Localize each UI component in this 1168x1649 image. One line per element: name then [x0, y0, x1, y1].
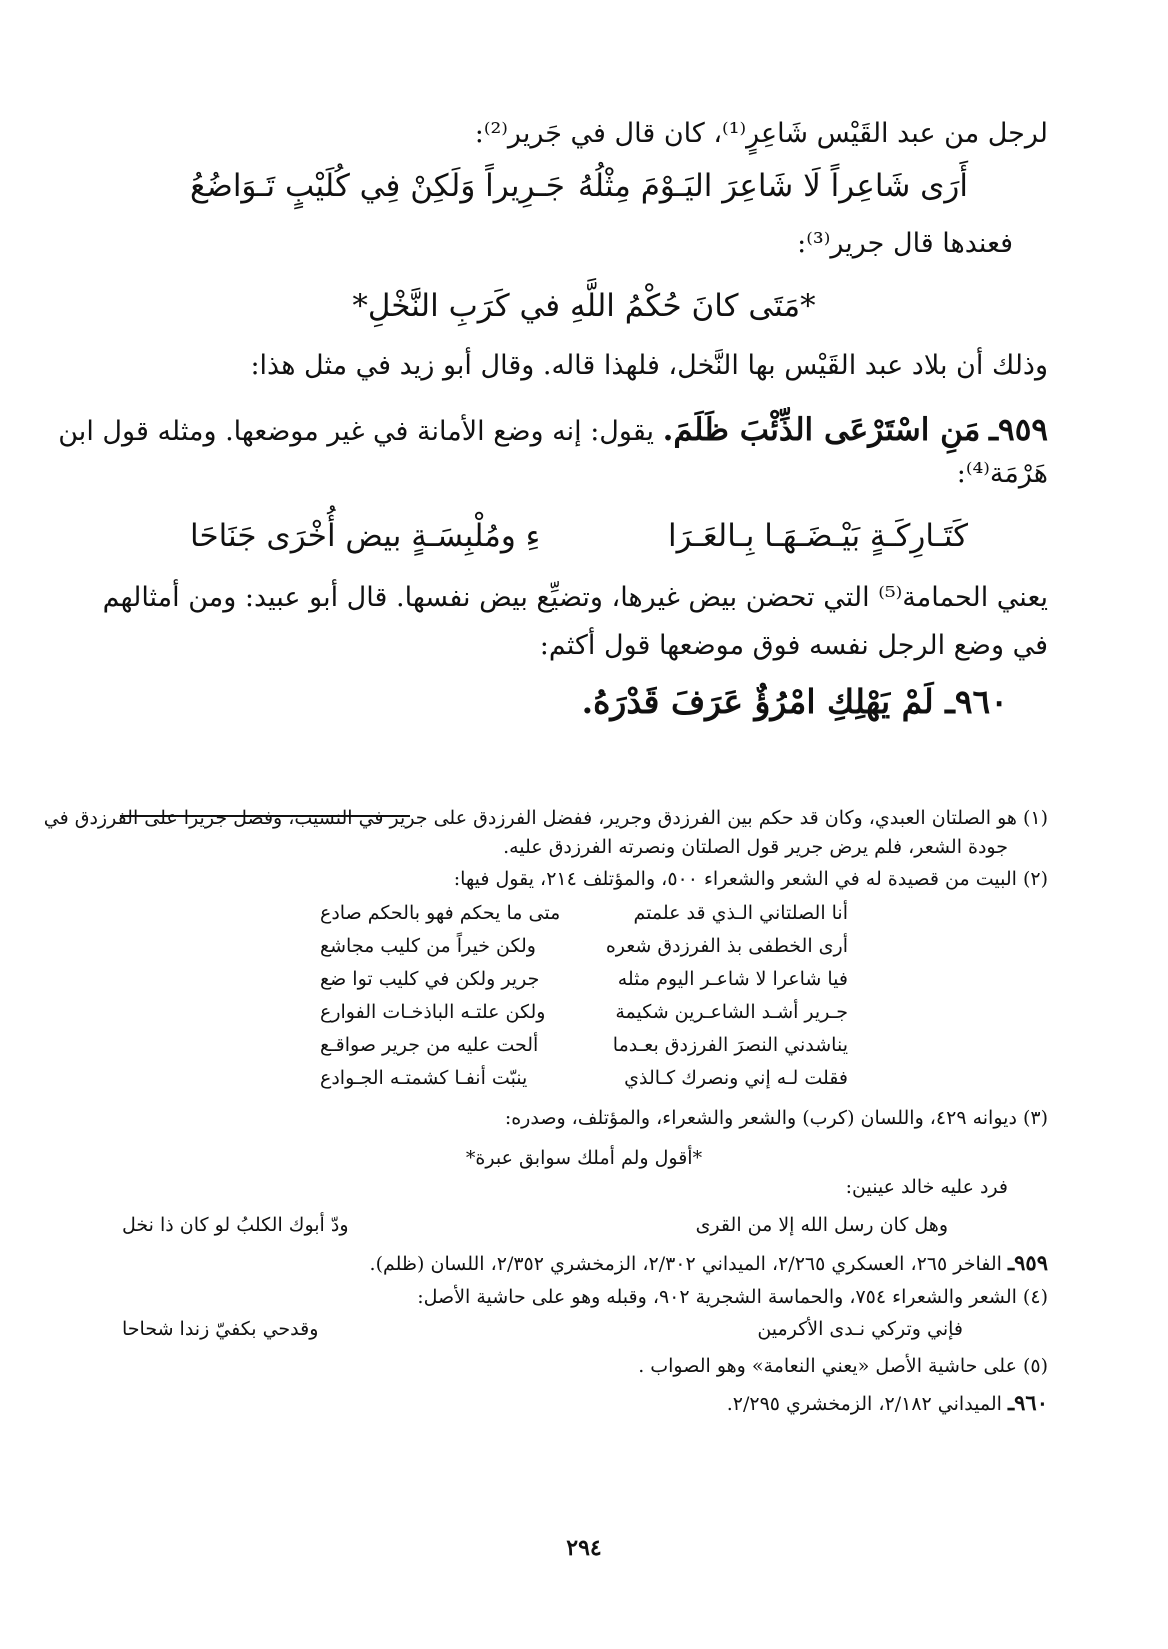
footnote-2-verse-3-second: جرير ولكن في كليب توا ضع — [320, 968, 540, 990]
footnote-3-verse-second: ودّ أبوك الكلبُ لو كان ذا نخل — [122, 1214, 349, 1236]
footnote-2-verse-5-second: ألحت عليه من جرير صواقـع — [320, 1034, 539, 1056]
text-line-7: في وضع الرجل نفسه فوق موضعها قول أكثم: — [539, 630, 1048, 661]
footnote-3-verse-first: وهل كان رسل الله إلا من القرى — [695, 1214, 948, 1236]
proverb-959 — [58, 412, 1048, 448]
page-number: ٢٩٤ — [566, 1535, 602, 1561]
text-line-6: يعني الحمامة⁽⁵⁾ التي تحضن بيض غيرها، وتضيِّع بيض نفسها. قال أبو عبيد: ومن أمثالهم — [102, 582, 1048, 613]
verse-1-first-hemistich: أَرَى شَاعِراً لَا شَاعِرَ اليَـوْمَ مِثْلُهُ — [578, 168, 968, 204]
footnote-4: (٤) الشعر والشعراء ٧٥٤، والحماسة الشجرية ٩٠٢، وقبله وهو على حاشية الأصل: — [417, 1286, 1048, 1308]
footnote-2-verse-3-first: فيا شاعرا لا شاعـر اليوم مثله — [617, 968, 848, 990]
footnote-2-verse-4-first: جـرير أشـد الشاعـرين شكيمة — [615, 1001, 848, 1023]
footnote-5: (٥) على حاشية الأصل «يعني النعامة» وهو الصواب . — [638, 1355, 1048, 1377]
footnote-959-text: الفاخر ٢٦٥، العسكري ٢/٢٦٥، الميداني ٢/٣٠٢، الزمخشري ٢/٣٥٢، اللسان (ظلم). — [369, 1253, 1002, 1275]
footnote-959-number: ٩٥٩ـ — [1008, 1250, 1048, 1275]
footnote-2-verse-2-first: أرى الخطفى بذ الفرزدق شعره — [605, 935, 848, 957]
footnote-960-text: الميداني ٢/١٨٢، الزمخشري ٢/٢٩٥. — [726, 1393, 1002, 1415]
text-line-5: هَرْمَة⁽⁴⁾: — [956, 458, 1048, 489]
footnote-1-line-2: جودة الشعر، فلم يرض جرير قول الصلتان ونصرته الفرزدق عليه. — [503, 836, 1008, 858]
footnote-2: (٢) البيت من قصيدة له في الشعر والشعراء ٥٠٠، والمؤتلف ٢١٤، يقول فيها: — [453, 868, 1048, 890]
footnote-2-verse-2-second: ولكن خيراً من كليب مجاشع — [320, 935, 536, 957]
footnote-960-number: ٩٦٠ـ — [1008, 1390, 1048, 1415]
footnote-2-verse-1-first: أنا الصلتاني الـذي قد علمتم — [633, 902, 848, 924]
text-line-4: وذلك أن بلاد عبد القَيْس بها النَّخل، فلهذا قاله. وقال أبو زيد في مثل هذا: — [250, 350, 1048, 381]
footnote-4-verse-second: وقدحي بكفيّ زندا شحاحا — [122, 1318, 319, 1340]
proverb-959-commentary: يقول: إنه وضع الأمانة في غير موضعها. ومثله قول ابن — [58, 416, 655, 447]
footnote-3: (٣) ديوانه ٤٢٩، واللسان (كرب) والشعر والشعراء، والمؤتلف، وصدره: — [504, 1107, 1048, 1129]
footnote-2-verse-4-second: ولكن علتـه الباذخـات الفوارع — [320, 1001, 546, 1023]
footnote-2-verse-6-first: فقلت لـه إني ونصرك كـالذي — [624, 1067, 848, 1089]
verse-2-second-hemistich: ءِ ومُلْبِسَـةٍ بيض أُخْرَى جَنَاحَا — [190, 518, 541, 554]
quoted-hemistich: *مَتَى كانَ حُكْمُ اللَّهِ في كَرَبِ النَّخْلِ* — [352, 288, 816, 324]
proverb-959-number: ٩٥٩ـ — [988, 412, 1048, 448]
footnote-959 — [110, 1250, 1048, 1275]
footnote-2-verse-5-first: يناشدني النصرَ الفرزدق بعـدما — [612, 1034, 848, 1056]
footnote-960 — [110, 1390, 1048, 1415]
footnote-2-verse-1-second: متى ما يحكم فهو بالحكم صادع — [320, 902, 561, 924]
footnote-4-verse-first: فإني وتركي نـدى الأكرمين — [757, 1318, 963, 1340]
footnote-3-hemistich: *أقول ولم أملك سوابق عبرة* — [465, 1147, 703, 1169]
proverb-959-text: مَنِ اسْتَرْعَى الذِّئْبَ ظَلَمَ. — [662, 412, 981, 448]
text-line-1: لرجل من عبد القَيْس شَاعِرٍ⁽¹⁾، كان قال في جَرير⁽²⁾: — [474, 118, 1048, 149]
verse-1-second-hemistich: جَـرِيراً وَلَكِنْ فِي كُلَيْبٍ تَـوَاضُعُ — [190, 168, 565, 204]
verse-2-first-hemistich: كَتَـارِكَـةٍ بَيْـضَـهَـا بِـالعَـرَا — [668, 518, 968, 554]
proverb-960: ٩٦٠ـ لَمْ يَهْلِكِ امْرُؤٌ عَرَفَ قَدْرَهُ. — [581, 682, 1008, 721]
footnote-2-verse-6-second: ينبّت أنفـا كشمتـه الجـوادع — [320, 1067, 528, 1089]
text-line-2: فعندها قال جرير⁽³⁾: — [797, 228, 1013, 259]
footnote-3-line-2: فرد عليه خالد عينين: — [845, 1176, 1008, 1198]
footnote-1-line-1: (١) هو الصلتان العبدي، وكان قد حكم بين الفرزدق وجرير، ففضل الفرزدق على جرير في النسيب، وفضل جريرا على الفرزدق في — [43, 807, 1048, 829]
